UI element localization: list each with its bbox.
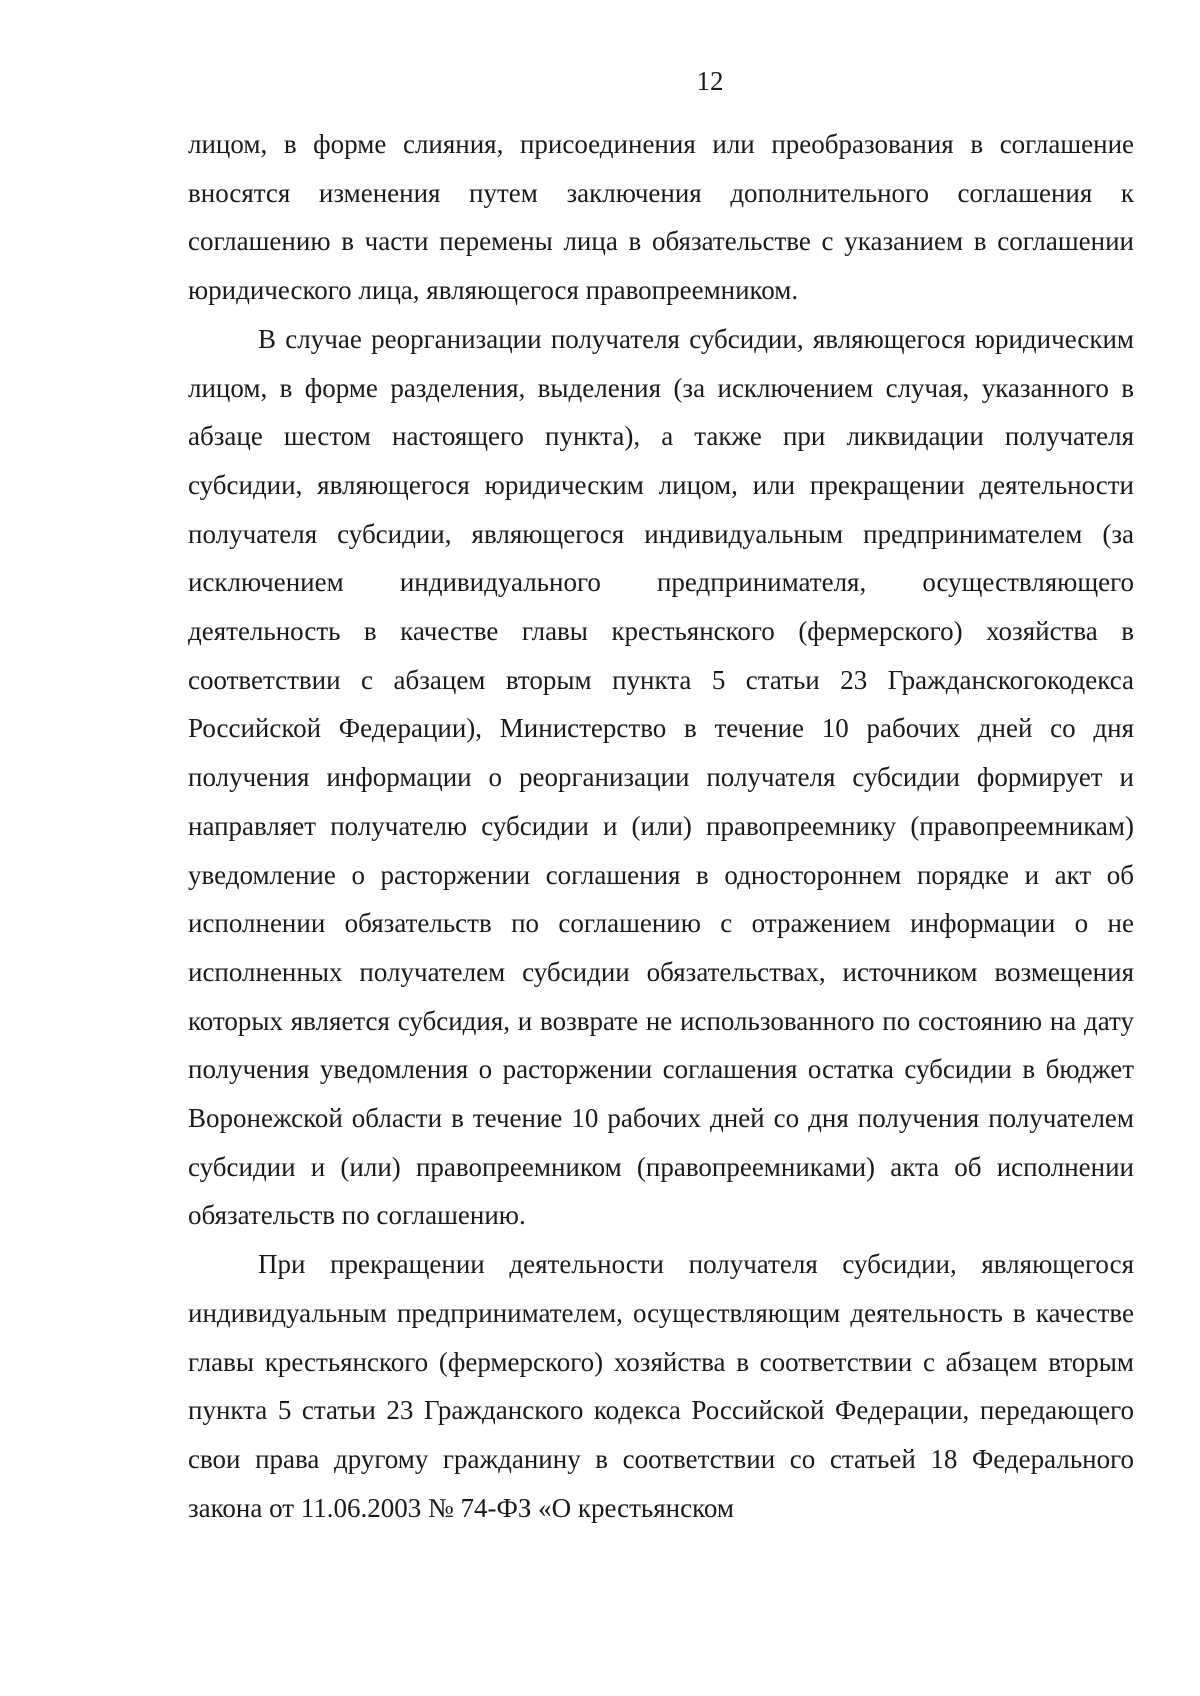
paragraph-2: В случае реорганизации получателя субсидии, являющегося юридическим лицом, в форме разделения, выделения (за исключением случая, указанного в абзаце шестом настоящего пункта), а также при ликвидации получателя субсидии, являющегося юридическим лицом, или прекращении деятельности получателя субсидии, являющегося индивидуальным предпринимателем (за исключением индивидуального предпринимателя, осуществляющего деятельность в качестве главы крестьянского (фермерского) хозяйства в соответствии с абзацем вторым пункта 5 статьи 23 Гражданскогокодекса Российской Федерации), Министерство в течение 10 рабочих дней со дня получения информации о реорганизации получателя субсидии формирует и направляет получателю субсидии и (или) правопреемнику (правопреемникам) уведомление о расторжении соглашения в одностороннем порядке и акт об исполнении обязательств по соглашению с отражением информации о не исполненных получателем субсидии обязательствах, источником возмещения которых является субсидия, и возврате не использованного по состоянию на дату получения уведомления о расторжении соглашения остатка субсидии в бюджет Воронежской области в течение 10 рабочих дней со дня получения получателем субсидии и (или) правопреемником (правопреемниками) акта об исполнении обязательств по соглашению.	[188, 323, 1134, 1231]
paragraph-3: При прекращении деятельности получателя субсидии, являющегося индивидуальным предпринимателем, осуществляющим деятельность в качестве главы крестьянского (фермерского) хозяйства в соответствии с абзацем вторым пункта 5 статьи 23 Гражданского кодекса Российской Федерации, передающего свои права другому гражданину в соответствии со статьей 18 Федерального закона от 11.06.2003 № 74-ФЗ «О крестьянском	[188, 1249, 1134, 1523]
page-number: 12	[696, 66, 724, 96]
document-body	[188, 120, 1134, 1532]
paragraph-1: лицом, в форме слияния, присоединения или преобразования в соглашение вносятся изменения путем заключения дополнительного соглашения к соглашению в части перемены лица в обязательстве с указанием в соглашении юридического лица, являющегося правопреемником.	[188, 129, 1134, 306]
